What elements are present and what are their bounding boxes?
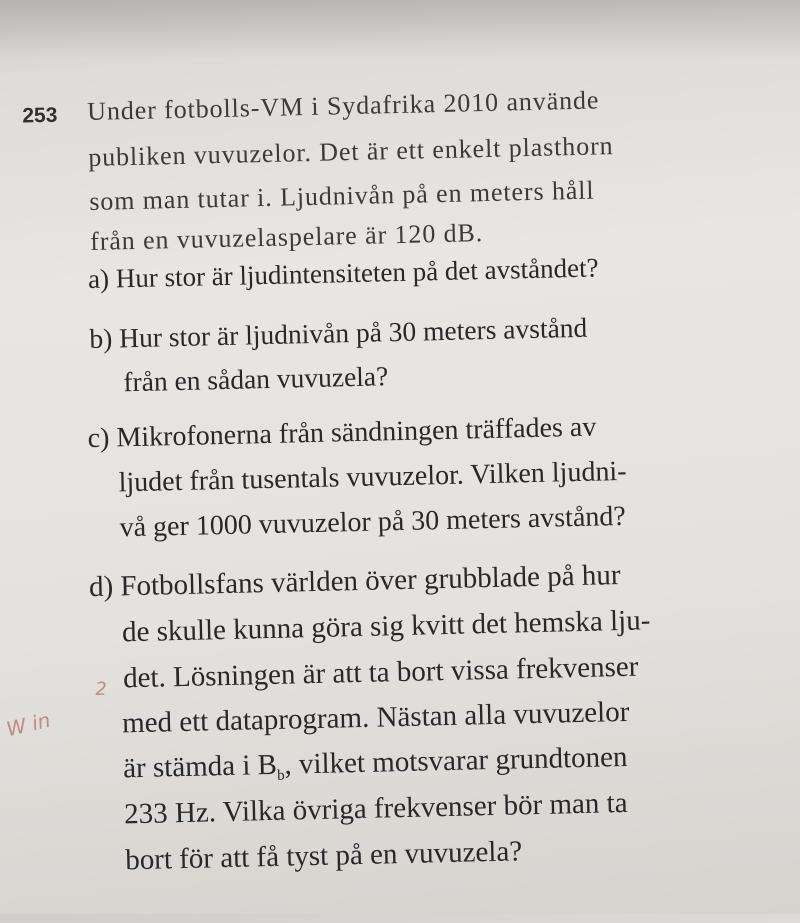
- question-a-line-1: a) Hur stor är ljudintensiteten på det avståndet?: [87, 252, 599, 295]
- question-d-line-3: det. Lösningen är att ta bort vissa frekvenser: [122, 650, 639, 695]
- question-d-line-4: med ett dataprogram. Nästan alla vuvuzelor: [121, 695, 630, 740]
- intro-line-3: som man tutar i. Ljudnivån på en meters håll: [88, 175, 595, 216]
- question-d-line-1: d) Fotbollsfans världen över grubblade på hur: [88, 559, 621, 604]
- intro-line-2: publiken vuvuzelor. Det är ett enkelt plasthorn: [87, 131, 614, 172]
- question-c-line-2: ljudet från tusentals vuvuzelor. Vilken ljudni-: [118, 455, 627, 499]
- question-d-line-5: [123, 741, 628, 788]
- margin-note-left: W in: [3, 707, 53, 742]
- question-d-line-5-before: är stämda i B: [122, 748, 278, 785]
- flat-subscript: b: [277, 767, 285, 784]
- question-d-line-6: 233 Hz. Vilka övriga frekvenser bör man ta: [123, 786, 628, 831]
- question-b-line-2: från en sådan vuvuzela?: [123, 360, 389, 398]
- question-d-line-7: bort för att få tyst på en vuvuzela?: [124, 835, 523, 877]
- problem-number: 253: [22, 103, 58, 128]
- intro-line-1: Under fotbolls-VM i Sydafrika 2010 använde: [86, 85, 600, 127]
- margin-note-top: 2: [95, 678, 108, 700]
- question-c-line-3: vå ger 1000 vuvuzelor på 30 meters avstånd?: [119, 500, 627, 544]
- question-b-line-1: b) Hur stor är ljudnivån på 30 meters avstånd: [89, 311, 588, 355]
- intro-line-4: från en vuvuzelaspelare är 120 dB.: [89, 218, 484, 256]
- question-d-line-5-after: , vilket motsvarar grundtonen: [284, 740, 628, 781]
- question-c-line-1: c) Mikrofonerna från sändningen träffades av: [87, 411, 597, 455]
- question-d-line-2: de skulle kunna göra sig kvitt det hemska lju-: [121, 604, 651, 649]
